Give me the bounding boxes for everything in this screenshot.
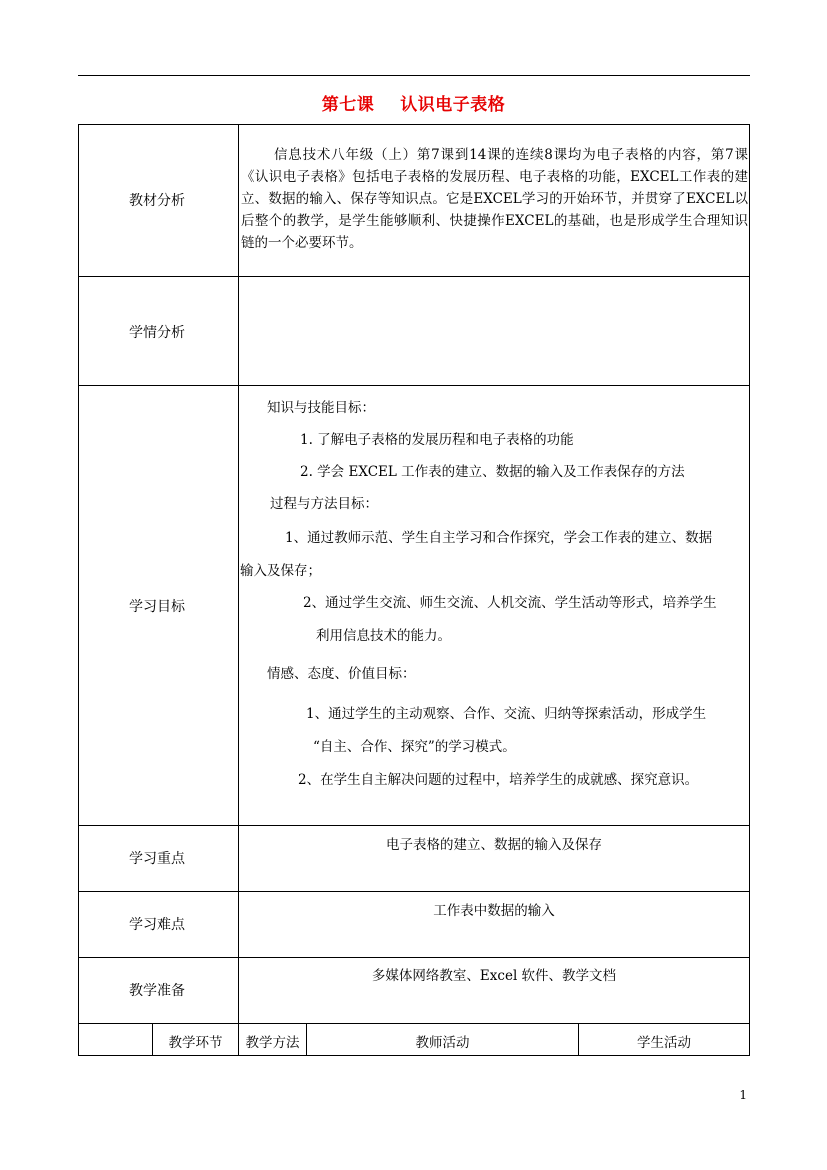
process-heading: 过程与方法目标： — [270, 496, 378, 512]
difficulties-text: 工作表中数据的输入 — [433, 903, 555, 919]
lesson-number: 第七课 — [321, 95, 375, 115]
teaching-method-header: 教学方法 — [245, 1035, 300, 1051]
header-col-1 — [78, 1023, 153, 1056]
page-number: 1 — [739, 1088, 747, 1102]
difficulties-label: 学习难点 — [129, 917, 185, 933]
knowledge-heading: 知识与技能目标： — [267, 400, 375, 416]
student-activity-header: 学生活动 — [637, 1035, 691, 1051]
teacher-activity-header: 教师活动 — [415, 1035, 470, 1051]
objectives-label: 学习目标 — [129, 599, 185, 615]
emotion-item-2: 2、在学生自主解决问题的过程中，培养学生的成就感、探究意识。 — [298, 772, 699, 788]
students-label: 学情分析 — [129, 325, 185, 341]
header-rule — [78, 75, 750, 76]
knowledge-item-1: 1. 了解电子表格的发展历程和电子表格的功能 — [300, 432, 574, 448]
process-item-2: 2、通过学生交流、师生交流、人机交流、学生活动等形式，培养学生 — [303, 595, 717, 611]
teaching-stage-header: 教学环节 — [168, 1035, 223, 1051]
emotion-item-1: 1、通过学生的主动观察、合作、交流、归纳等探索活动，形成学生 — [306, 706, 707, 722]
page-title — [0, 90, 827, 115]
materials-text: 信息技术八年级（上）第7课到14课的连续8课均为电子表格的内容，第7课《认识电子表格》包括电子表格的发展历程、电子表格的功能，EXCEL工作表的建立、数据的输入、保存等知识点。它是EXCEL学习的开始环节，并贯穿了EXCEL以后整个的教学，是学生能够顺利、快捷操作EXCEL的基础，也是形成学生合理知识链的一个必要环节。 — [241, 147, 748, 251]
preparation-label: 教学准备 — [129, 983, 185, 999]
students-content-cell — [238, 276, 750, 386]
materials-label: 教材分析 — [129, 193, 185, 209]
knowledge-item-2: 2. 学会 EXCEL 工作表的建立、数据的输入及工作表保存的方法 — [300, 464, 685, 480]
key-points-label: 学习重点 — [129, 851, 185, 867]
emotion-item-1-cont: “自主、合作、探究”的学习模式。 — [313, 739, 516, 755]
process-item-2-cont: 利用信息技术的能力。 — [316, 628, 451, 644]
process-item-1-cont: 输入及保存； — [240, 563, 321, 579]
process-item-1: 1、通过教师示范、学生自主学习和合作探究，学会工作表的建立、数据 — [285, 530, 713, 546]
emotion-heading: 情感、态度、价值目标： — [267, 666, 416, 682]
lesson-name: 认识电子表格 — [400, 95, 506, 115]
preparation-text: 多媒体网络教室、Excel 软件、教学文档 — [371, 968, 617, 984]
key-points-text: 电子表格的建立、数据的输入及保存 — [386, 837, 602, 853]
